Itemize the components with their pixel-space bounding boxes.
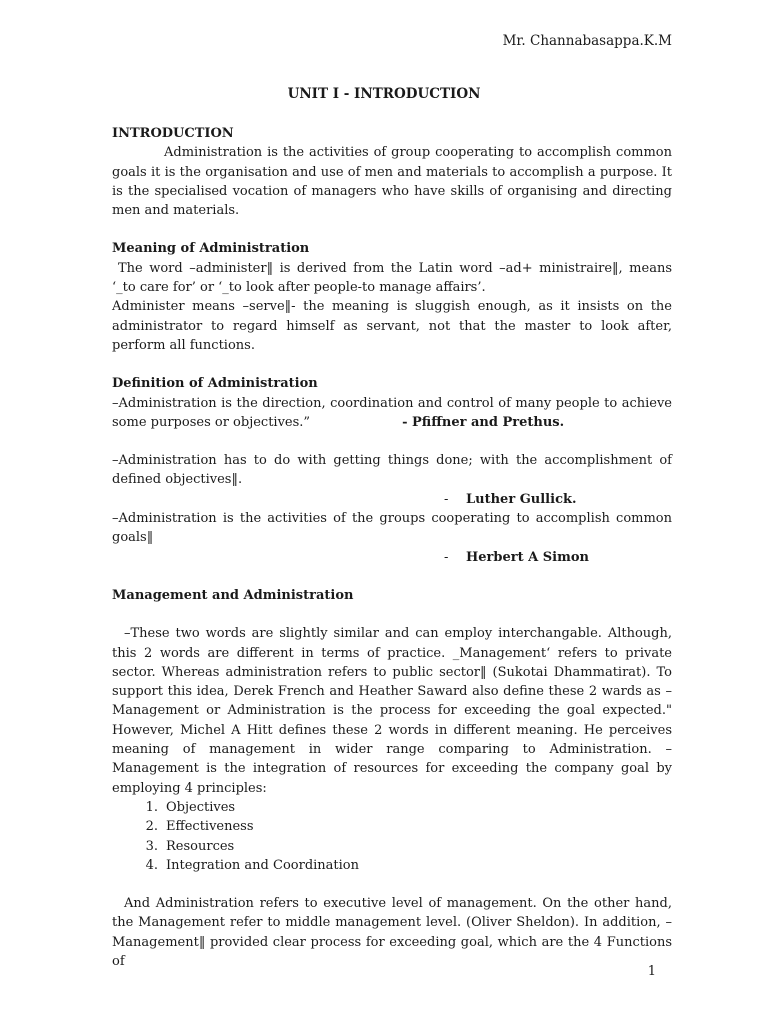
list-item [112, 856, 672, 875]
definition-attribution-2-row [112, 490, 672, 509]
closing-paragraph: And Administration refers to executive level of management. On the other hand, the Management refer to middle management level. (Oliver Sheldon). In addition, –Management‖ provided clear process for exceeding goal, which are the 4 Functions of [112, 896, 672, 969]
list-item-number: 2. [145, 819, 158, 835]
definition-attribution-3-row [112, 548, 672, 567]
list-item-label: Effectiveness [166, 819, 254, 835]
management-heading: Management and Administration [112, 587, 354, 603]
page-number: 1 [647, 964, 656, 979]
list-item [112, 817, 672, 836]
list-item-label: Resources [166, 838, 235, 854]
document-body [112, 124, 672, 971]
definition-attribution-1: - Pfiffner and Prethus. [402, 414, 565, 430]
list-item-number: 3. [145, 838, 158, 854]
definition-attribution-3: Herbert A Simon [466, 549, 589, 565]
meaning-paragraph-2: Administer means –serve‖- the meaning is sluggish enough, as it insists on the administrator to regard himself as servant, not that the master to look after, perform all functions. [112, 299, 672, 353]
list-item-number: 1. [145, 799, 158, 815]
definition-quote-1-text: –Administration is the direction, coordination and control of many people to achieve some purposes or objectives.” [112, 395, 672, 430]
definition-quote-1 [112, 394, 672, 433]
principles-list [112, 798, 672, 875]
definition-quote-3: –Administration is the activities of the groups cooperating to accomplish common goals‖ [112, 511, 672, 546]
list-item-number: 4. [145, 857, 158, 873]
meaning-heading: Meaning of Administration [112, 241, 310, 257]
unit-title: UNIT I - INTRODUCTION [287, 86, 481, 102]
list-item-label: Objectives [166, 799, 236, 815]
attribution-dash: - [444, 491, 449, 507]
definition-quote-2: –Administration has to do with getting things done; with the accomplishment of defined objectives‖. [112, 453, 672, 488]
management-paragraph: –These two words are slightly similar and can employ interchangable. Although, this 2 words are different in terms of practice. _Management‘ refers to private sector. Whereas administration refers to public sector‖ (Sukotai Dhammatirat). To support this idea, Derek French and Heather Saward also define these 2 wards as –Management or Administration is the process for exceeding the goal expected." However, Michel A Hitt defines these 2 words in different meaning. He perceives meaning of management in wider range comparing to Administration. –Management is the integration of resources for exceeding the company goal by employing 4 principles: [112, 626, 672, 796]
intro-paragraph: Administration is the activities of group cooperating to accomplish common goals it is the organisation and use of men and materials to accomplish a purpose. It is the specialised vocation of managers who have skills of organising and directing men and materials. [112, 145, 672, 219]
list-item [112, 837, 672, 856]
list-item [112, 798, 672, 817]
definition-attribution-2: Luther Gullick. [466, 491, 577, 507]
meaning-paragraph-1: The word –administer‖ is derived from the Latin word –ad+ ministraire‖, means ‘_to care for’ or ‘_to look after people-to manage affairs’. [112, 260, 672, 296]
header-author: Mr. Channabasappa.K.M [502, 33, 672, 49]
list-item-label: Integration and Coordination [166, 857, 360, 873]
intro-heading: INTRODUCTION [112, 126, 234, 141]
definition-heading: Definition of Administration [112, 376, 318, 392]
attribution-dash: - [444, 549, 449, 565]
